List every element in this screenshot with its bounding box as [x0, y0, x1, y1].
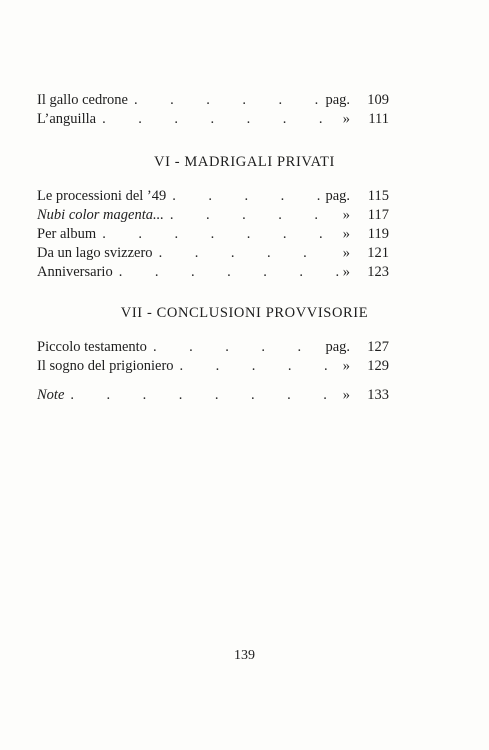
leader-dots	[119, 262, 339, 282]
leader-dots	[170, 205, 339, 225]
ditto-marker: »	[342, 264, 350, 280]
toc-entry-reference	[339, 243, 389, 263]
pag-marker: pag.	[325, 92, 350, 108]
toc-entry-processioni	[37, 186, 389, 206]
toc-entry-title: Anniversario	[37, 264, 113, 280]
ditto-marker: »	[342, 111, 350, 127]
leader-dots	[70, 385, 338, 405]
toc-entry-title: Le processioni del ’49	[37, 188, 167, 204]
pag-marker: pag.	[325, 188, 350, 204]
page-reference-number: 117	[367, 207, 389, 223]
toc-entry-reference	[339, 224, 389, 244]
leader-dots	[102, 109, 339, 129]
page-reference-number: 123	[367, 264, 389, 280]
toc-entry-title: Nubi color magenta...	[37, 207, 164, 223]
leader-dots	[134, 90, 321, 110]
toc-entry-note	[37, 385, 389, 405]
toc-entry-title: Da un lago svizzero	[37, 245, 153, 261]
leader-dots	[180, 356, 339, 376]
toc-entry-title: Piccolo testamento	[37, 339, 147, 355]
page-reference-number: 133	[367, 387, 389, 403]
page-reference-number: 121	[367, 245, 389, 261]
leader-dots	[172, 186, 321, 206]
toc-entry-title: Note	[37, 387, 65, 403]
toc-entry-reference	[321, 337, 389, 357]
section-heading-vii: VII - CONCLUSIONI PROVVISORIE	[120, 305, 369, 321]
ditto-marker: »	[342, 226, 350, 242]
toc-entry-reference	[339, 109, 389, 129]
page-number: 139	[234, 648, 255, 663]
toc-entry-reference	[339, 262, 389, 282]
page-reference-number: 109	[367, 92, 389, 108]
page-reference-number: 127	[367, 339, 389, 355]
page-reference-number: 111	[368, 111, 389, 127]
toc-entry-anguilla	[37, 109, 389, 129]
page-reference-number: 119	[367, 226, 389, 242]
pag-marker: pag.	[325, 339, 350, 355]
page-reference-number: 129	[367, 358, 389, 374]
leader-dots	[159, 243, 339, 263]
toc-entry-reference	[339, 205, 389, 225]
toc-entry-reference	[339, 385, 389, 405]
ditto-marker: »	[342, 245, 350, 261]
toc-entry-title: Per album	[37, 226, 97, 242]
leader-dots	[102, 224, 339, 244]
toc-entry-title: Il gallo cedrone	[37, 92, 128, 108]
toc-entry-nubi	[37, 205, 389, 225]
ditto-marker: »	[342, 358, 350, 374]
toc-entry-reference	[321, 186, 389, 206]
toc-entry-gallo-cedrone	[37, 90, 389, 110]
toc-entry-per-album	[37, 224, 389, 244]
toc-entry-title: L’anguilla	[37, 111, 97, 127]
ditto-marker: »	[342, 387, 350, 403]
toc-entry-anniversario	[37, 262, 389, 282]
page-reference-number: 115	[367, 188, 389, 204]
toc-entry-sogno-prigioniero	[37, 356, 389, 376]
toc-entry-piccolo-testamento	[37, 337, 389, 357]
toc-entry-reference	[339, 356, 389, 376]
ditto-marker: »	[342, 207, 350, 223]
toc-entry-lago-svizzero	[37, 243, 389, 263]
toc-entry-reference	[321, 90, 389, 110]
toc-entry-title: Il sogno del prigioniero	[37, 358, 174, 374]
leader-dots	[153, 337, 322, 357]
section-heading-vi: VI - MADRIGALI PRIVATI	[154, 154, 335, 170]
